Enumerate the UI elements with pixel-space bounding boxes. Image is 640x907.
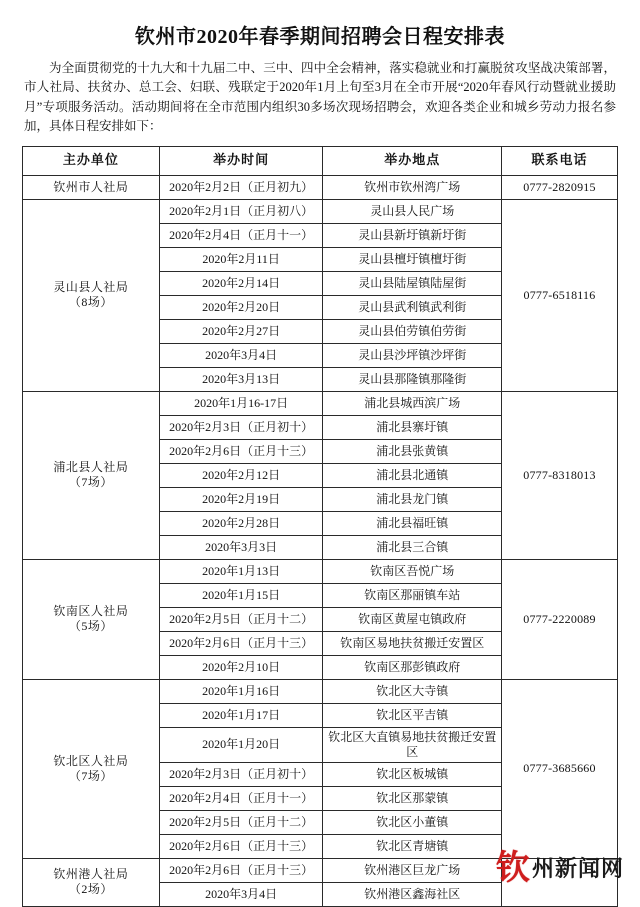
column-header: 主办单位	[23, 146, 160, 175]
event-location-cell: 钦南区易地扶贫搬迁安置区	[323, 631, 502, 655]
organizer-cell	[23, 559, 160, 679]
organizer-session-count: （8场）	[68, 295, 113, 309]
event-date-cell: 2020年2月3日（正月初十）	[159, 762, 323, 786]
event-date-cell: 2020年2月3日（正月初十）	[159, 415, 323, 439]
column-header: 联系电话	[501, 146, 617, 175]
event-date-cell: 2020年1月15日	[159, 583, 323, 607]
organizer-cell	[23, 679, 160, 858]
event-date-cell: 2020年2月12日	[159, 463, 323, 487]
organizer-session-count: （5场）	[68, 619, 113, 633]
event-date-cell: 2020年2月6日（正月十三）	[159, 834, 323, 858]
event-location-cell: 钦南区那彭镇政府	[323, 655, 502, 679]
watermark-label: 州新闻网	[531, 856, 624, 881]
event-date-cell: 2020年3月13日	[159, 367, 323, 391]
event-location-cell: 浦北县张黄镇	[323, 439, 502, 463]
event-date-cell: 2020年3月4日	[159, 882, 323, 906]
event-location-cell: 灵山县伯劳镇伯劳街	[323, 319, 502, 343]
event-location-cell: 钦州港区鑫海社区	[323, 882, 502, 906]
event-date-cell: 2020年1月17日	[159, 703, 323, 727]
intro-paragraph: 为全面贯彻党的十九大和十九届二中、三中、四中全会精神，落实稳就业和打赢脱贫攻坚战决策部署，市人社局、扶贫办、总工会、妇联、残联定于2020年1月上旬至3月在全市开展“2020年春风行动暨就业援助月”专项服务活动。活动期间将在全市范围内组织30多场次现场招聘会，欢迎各类企业和城乡劳动力报名参加，具体日程安排如下：	[24, 61, 616, 134]
event-date-cell: 2020年2月6日（正月十三）	[159, 631, 323, 655]
event-date-cell: 2020年2月14日	[159, 271, 323, 295]
event-location-cell: 钦北区大寺镇	[323, 679, 502, 703]
event-date-cell: 2020年2月4日（正月十一）	[159, 786, 323, 810]
organizer-cell	[23, 199, 160, 391]
table-row	[23, 559, 618, 583]
event-location-cell: 灵山县人民广场	[323, 199, 502, 223]
organizer-name: 灵山县人社局	[53, 280, 129, 294]
organizer-name: 浦北县人社局	[53, 460, 129, 474]
event-location-cell: 浦北县龙门镇	[323, 487, 502, 511]
event-date-cell: 2020年3月3日	[159, 535, 323, 559]
organizer-cell	[23, 858, 160, 906]
event-location-cell: 浦北县福旺镇	[323, 511, 502, 535]
column-header: 举办时间	[159, 146, 323, 175]
event-location-cell: 钦北区板城镇	[323, 762, 502, 786]
column-header: 举办地点	[323, 146, 502, 175]
watermark-logo-icon: 钦	[495, 850, 528, 887]
event-location-cell: 钦北区小董镇	[323, 810, 502, 834]
event-location-cell: 灵山县新圩镇新圩街	[323, 223, 502, 247]
event-location-cell: 灵山县沙坪镇沙坪街	[323, 343, 502, 367]
event-date-cell: 2020年1月20日	[159, 727, 323, 762]
organizer-name: 钦州市人社局	[53, 179, 129, 194]
table-row	[23, 858, 618, 882]
event-location-cell: 浦北县城西滨广场	[323, 391, 502, 415]
event-date-cell: 2020年2月10日	[159, 655, 323, 679]
event-location-cell: 灵山县武利镇武利街	[323, 295, 502, 319]
event-location-cell: 浦北县寨圩镇	[323, 415, 502, 439]
event-location-cell: 钦州港区巨龙广场	[323, 858, 502, 882]
organizer-session-count: （7场）	[68, 768, 113, 783]
table-row	[23, 175, 618, 199]
organizer-session-count: （7场）	[68, 475, 113, 489]
event-location-cell: 钦北区大直镇易地扶贫搬迁安置区	[323, 727, 502, 762]
schedule-table	[22, 146, 618, 907]
event-date-cell: 2020年2月28日	[159, 511, 323, 535]
contact-phone-cell: 0777-2220089	[501, 559, 617, 679]
table-row	[23, 679, 618, 703]
event-date-cell: 2020年2月6日（正月十三）	[159, 858, 323, 882]
contact-phone-cell: 0777-2820915	[501, 175, 617, 199]
event-date-cell: 2020年2月5日（正月十二）	[159, 810, 323, 834]
event-location-cell: 钦北区平吉镇	[323, 703, 502, 727]
organizer-cell	[23, 391, 160, 559]
event-date-cell: 2020年2月2日（正月初九）	[159, 175, 323, 199]
organizer-name: 钦南区人社局	[53, 604, 129, 618]
event-location-cell: 钦南区那丽镇车站	[323, 583, 502, 607]
event-location-cell: 灵山县檀圩镇檀圩街	[323, 247, 502, 271]
event-location-cell: 浦北县北通镇	[323, 463, 502, 487]
contact-phone-cell: 0777-8318013	[501, 391, 617, 559]
table-header-row	[23, 146, 618, 175]
event-location-cell: 灵山县那隆镇那隆街	[323, 367, 502, 391]
event-date-cell: 2020年1月13日	[159, 559, 323, 583]
event-location-cell: 浦北县三合镇	[323, 535, 502, 559]
event-date-cell: 2020年2月27日	[159, 319, 323, 343]
event-location-cell: 钦南区黄屋屯镇政府	[323, 607, 502, 631]
event-date-cell: 2020年2月11日	[159, 247, 323, 271]
event-date-cell: 2020年2月4日（正月十一）	[159, 223, 323, 247]
table-row	[23, 391, 618, 415]
organizer-session-count: （2场）	[68, 882, 113, 896]
event-date-cell: 2020年2月19日	[159, 487, 323, 511]
organizer-name: 钦州港人社局	[53, 867, 129, 881]
event-date-cell: 2020年2月1日（正月初八）	[159, 199, 323, 223]
event-location-cell: 灵山县陆屋镇陆屋街	[323, 271, 502, 295]
contact-phone-cell: 0777-3685660	[501, 679, 617, 858]
event-location-cell: 钦北区青塘镇	[323, 834, 502, 858]
event-date-cell: 2020年1月16-17日	[159, 391, 323, 415]
event-location-cell: 钦南区吾悦广场	[323, 559, 502, 583]
event-date-cell: 2020年1月16日	[159, 679, 323, 703]
contact-phone-cell	[501, 858, 617, 906]
table-row	[23, 199, 618, 223]
event-date-cell: 2020年3月4日	[159, 343, 323, 367]
event-date-cell: 2020年2月6日（正月十三）	[159, 439, 323, 463]
event-location-cell: 钦北区那蒙镇	[323, 786, 502, 810]
organizer-name: 钦北区人社局	[53, 753, 129, 768]
contact-phone-cell: 0777-6518116	[501, 199, 617, 391]
organizer-cell	[23, 175, 160, 199]
event-date-cell: 2020年2月20日	[159, 295, 323, 319]
page-title: 钦州市2020年春季期间招聘会日程安排表	[135, 26, 505, 48]
event-location-cell: 钦州市钦州湾广场	[323, 175, 502, 199]
event-date-cell: 2020年2月5日（正月十二）	[159, 607, 323, 631]
